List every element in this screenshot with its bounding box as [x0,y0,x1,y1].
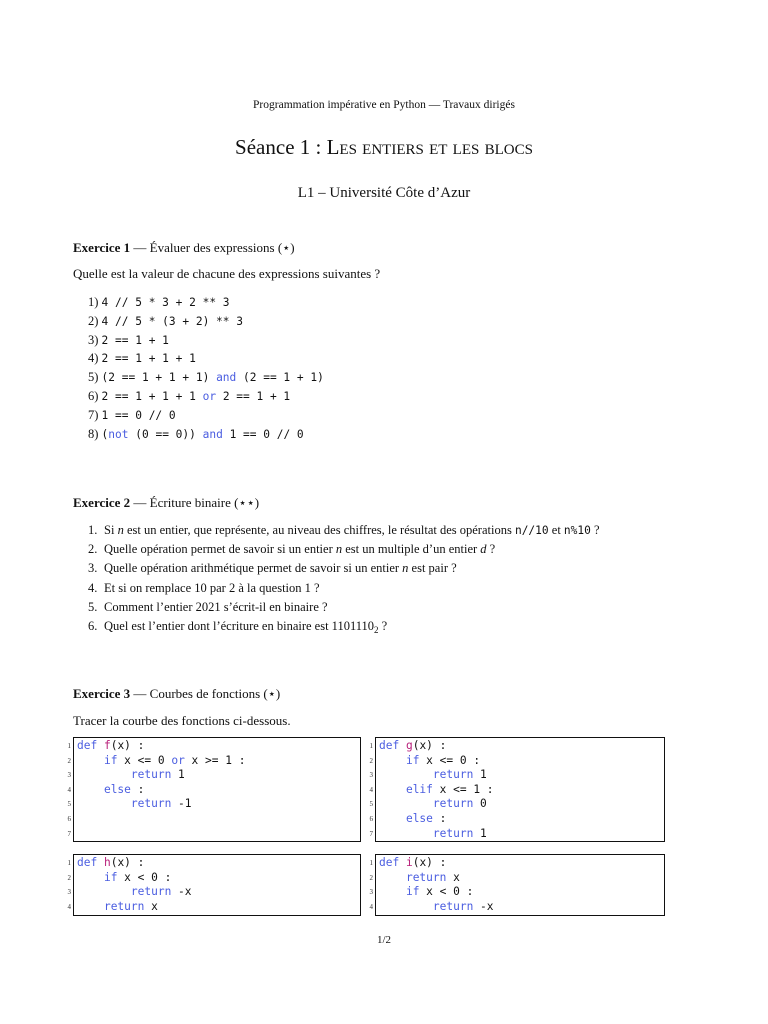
keyword: def [379,856,406,869]
question-item [88,521,600,540]
code-block-i [369,854,665,916]
item-number: 3) [88,332,99,347]
question-text: Quelle opération permet de savoir si un entier [104,542,336,557]
line-number: 1 [369,859,373,867]
code-line [369,899,494,915]
expression-item [88,425,324,444]
exercise-3-heading [73,686,280,702]
question-number: 5. [88,599,98,614]
code-text [379,754,406,767]
keyword: else [103,782,131,796]
code-text: 2 == 1 + 1 [101,333,169,347]
exercise-2-dash: — [130,495,150,510]
code-text [77,885,131,898]
code-line [67,856,192,871]
code-text [379,768,433,781]
code-text: 1 [171,768,185,782]
code-text: (0 == 0)) [128,427,203,441]
question-number: 3. [88,561,98,576]
code-line [67,870,192,886]
code-line [369,856,494,871]
code-text [379,812,406,825]
item-number: 6) [88,388,99,403]
code-text: -x [473,899,494,913]
keyword: and [202,427,223,441]
code-text [379,827,433,840]
code-line [369,885,494,900]
exercise-1-name: Évaluer des expressions (⋆) [149,240,295,255]
line-number: 4 [67,902,71,911]
code-text [379,885,406,898]
line-number: 7 [67,829,71,838]
exercise-3-label: Exercice 3 [73,686,131,701]
math-variable: d [480,542,487,557]
code-text: 1 == 0 // 0 [101,408,176,422]
line-number: 5 [369,800,373,809]
question-text: ? [378,618,388,633]
exercise-3-intro: Tracer la courbe des fonctions ci-dessous. [73,713,291,728]
exercise-2-label: Exercice 2 [73,495,131,510]
keyword: if [103,753,118,767]
expression-code [102,334,169,347]
code-text [77,768,131,781]
keyword: return [432,768,474,782]
function-name: f [103,739,111,752]
code-text: x < 0 : [419,885,474,899]
code-text [77,871,104,884]
code-text: (x) : [110,856,145,869]
expression-code [102,315,243,328]
code-line [369,753,494,769]
code-text: x <= 0 [117,753,172,767]
code-text: 0 [473,797,487,811]
exercise-1-heading [73,240,295,256]
code-line [67,797,245,812]
expression-code [102,352,196,365]
item-number: 7) [88,407,99,422]
keyword: def [77,856,104,869]
expression-code [102,409,176,422]
title-prefix: Séance 1 : [235,135,327,159]
code-text: x <= 0 : [419,753,481,767]
code-text: x [446,870,460,884]
code-line [369,811,494,827]
keyword: else [405,811,433,825]
line-number: 7 [369,829,373,838]
code-block-g [369,737,665,842]
line-number: 4 [369,785,373,794]
code-text: x <= 1 : [432,782,494,796]
code-text [379,871,406,884]
item-number: 8) [88,426,99,441]
code-block-h [67,854,361,916]
code-text [77,900,104,913]
keyword: if [405,885,420,899]
code-text: x >= 1 : [184,753,246,767]
keyword: return [432,826,474,840]
code-line [369,826,494,842]
keyword: return [130,797,172,811]
expression-item [88,368,324,387]
code-text: (2 == 1 + 1 + 1) [101,371,217,385]
expression-item [88,331,324,350]
code-text: (x) : [110,739,145,752]
keyword: return [432,899,474,913]
code-line [369,739,494,754]
code-line [67,812,245,827]
page-title [0,135,768,160]
line-number: 6 [67,814,71,823]
keyword: return [405,870,447,884]
exercise-2-name: Écriture binaire (⋆⋆) [149,495,260,510]
keyword: if [103,870,118,884]
question-text: Et si on remplace 10 par 2 à la question 1 ? [104,580,320,595]
line-number: 6 [369,814,373,823]
expression-code [102,371,324,384]
math-variable: n [117,523,124,537]
code-text: ( [101,427,109,441]
keyword: elif [405,782,433,796]
code-line [67,885,192,900]
code-text: 4 // 5 * 3 + 2 ** 3 [101,296,230,309]
page-number: 1/2 [376,934,392,946]
question-text: est un entier, que représente, au niveau des chiffres, le résultat des opérations [123,523,515,537]
line-number: 1 [369,742,373,750]
line-number: 3 [67,888,71,897]
keyword: def [379,739,406,752]
code-line [67,768,245,783]
expression-code [102,390,291,403]
code-line [67,782,245,798]
line-number: 2 [369,873,373,882]
line-number: 2 [369,756,373,765]
code-text: 2 == 1 + 1 + 1 [101,352,196,366]
line-number: 3 [369,888,373,897]
code-text: 1 [473,826,487,840]
keyword: if [405,753,420,767]
expression-code [102,296,230,309]
function-name: g [405,739,413,752]
course-header: Programmation impérative en Python — Travaux dirigés [253,99,515,111]
code-line [369,782,494,798]
code-text: -1 [171,797,192,811]
page-subtitle: L1 – Université Côte d’Azur [297,185,471,201]
item-number: 2) [88,313,99,328]
question-text: Comment l’entier 2021 s’écrit-il en binaire ? [104,599,328,614]
expression-item [88,349,324,368]
question-number: 6. [88,618,98,633]
question-number: 1. [88,523,98,537]
exercise-2-question-list [88,521,600,636]
item-number: 1) [88,295,99,309]
line-number: 3 [67,771,71,780]
keyword: return [103,899,145,913]
exercise-3-name: Courbes de fonctions (⋆) [149,686,281,701]
keyword: or [202,389,217,403]
exercise-1-label: Exercice 1 [73,240,131,255]
code-text: 1 [473,768,487,782]
question-text: est un multiple d’un entier [342,542,481,557]
code-line [67,899,192,915]
question-text: et [548,523,564,537]
code-text [379,783,406,796]
math-variable: n [402,561,409,576]
expression-item [88,387,324,406]
code-line [67,827,245,842]
question-text: Quelle opération arithmétique permet de savoir si un entier [104,561,403,576]
inline-code: n%10 [563,524,591,537]
code-text [77,754,104,767]
function-name: i [405,856,413,869]
code-line [67,753,246,769]
line-number: 1 [67,859,71,867]
code-text: 4 // 5 * (3 + 2) ** 3 [101,314,243,328]
question-text: ? [486,542,496,557]
expression-item [88,312,324,331]
line-number: 1 [67,742,71,750]
title-small-caps: Les entiers et les blocs [326,135,533,159]
code-text: : [432,811,447,825]
line-number: 4 [67,785,71,794]
code-text: (x) : [412,856,447,869]
code-text [77,797,131,810]
keyword: return [130,885,172,899]
question-number: 4. [88,580,98,595]
keyword: return [130,768,172,782]
exercise-1-expression-list [88,293,324,443]
exercise-3-dash: — [130,686,150,701]
code-line [369,870,494,886]
question-number: 2. [88,542,98,557]
code-text: 2 == 1 + 1 [216,389,291,403]
keyword: not [108,427,129,441]
inline-code: n//10 [514,524,549,537]
function-name: h [103,856,111,869]
exercise-1-intro: Quelle est la valeur de chacune des expressions suivantes ? [73,266,381,281]
question-text: Si [104,523,118,537]
exercise-1-dash: — [130,240,150,255]
question-text: est pair ? [408,561,457,576]
question-item [88,617,600,636]
code-text: (x) : [412,739,447,752]
question-text: Quel est l’entier dont l’écriture en binaire est 1101110 [104,618,375,633]
keyword: or [171,753,185,767]
code-text: x < 0 : [117,870,172,884]
question-item [88,579,600,598]
code-line [369,768,494,783]
exercise-2-heading [73,495,259,511]
subscript: 2 [374,624,379,635]
code-text: (2 == 1 + 1) [236,371,324,385]
expression-code [102,428,304,441]
code-text: -x [171,885,192,899]
code-text [379,900,433,913]
expression-item [88,293,324,312]
code-text: : [130,782,145,796]
math-variable: n [335,542,343,557]
question-text: ? [590,523,600,537]
question-item [88,598,600,617]
code-text: x [144,899,158,913]
question-item [88,559,600,578]
line-number: 5 [67,800,71,809]
code-text: 1 == 0 // 0 [222,427,304,441]
line-number: 4 [369,902,373,911]
item-number: 4) [88,351,99,366]
expression-item [88,406,324,425]
code-line [369,797,494,812]
keyword: def [77,739,104,752]
line-number: 2 [67,873,71,882]
question-item [88,540,600,559]
keyword: and [216,371,237,385]
line-number: 3 [369,771,373,780]
item-number: 5) [88,370,99,385]
code-text [77,783,104,796]
code-text: 2 == 1 + 1 + 1 [101,389,203,403]
code-line [67,739,245,754]
code-block-f [67,737,361,842]
line-number: 2 [67,756,71,765]
code-text [379,797,433,810]
keyword: return [432,797,474,811]
